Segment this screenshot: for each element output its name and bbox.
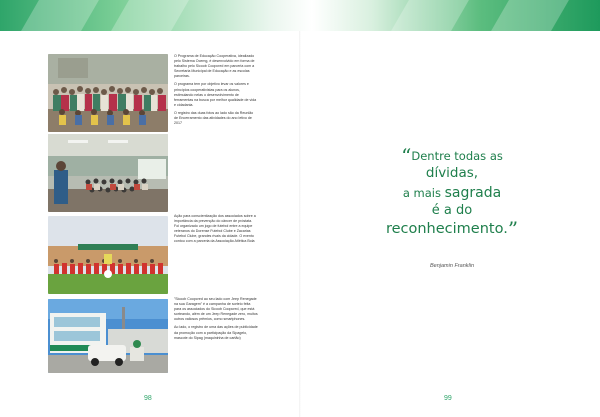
football-team-photo xyxy=(48,216,168,294)
left-page xyxy=(0,31,300,417)
caption-paragraph: O registro das duas fotos ao lado são da Reunião de Encerramento das atividades do ano letivo de 2017 xyxy=(174,110,254,126)
quote-line-4: é a do xyxy=(431,203,473,218)
top-banner xyxy=(0,0,600,31)
quote-emphasis: sagrada xyxy=(444,185,502,201)
caption-paragraph: Ação para conscientização dos associados sobre a importância da prevenção do câncer de próstata. Foi organizado um jogo de futebol entre a equipe veteranos do Dorense Futebol Clube e Zacarias Futebol Clube, grandes rivais da cidade. O evento contou com a parceria da Associação Atlética Bola xyxy=(174,214,256,244)
caption-paragraph: "Sicoob Coopcred ao seu lado com Jeep Renegade na sua Garagem" é a campanha de sorteio feita para os associados do Sicoob Coopcred, que está sorteando, além de um Jeep Renegade zero, muitos outros valiosos prêmios, como smartphones. xyxy=(174,297,258,322)
caption-paragraph: O programa tem por objetivo levar os valores e princípios cooperativistas para os alunos, estimulando nelas o desenvolvimento de ferramentas na busca por melhor qualidade de vida e cidadania. xyxy=(174,82,257,107)
quote-line-1-text: Dentre todas as xyxy=(411,149,503,163)
quote-block xyxy=(382,144,522,241)
caption-prostate-campaign xyxy=(174,214,258,248)
page-number-right: 99 xyxy=(444,395,452,402)
quote-line-5-text: reconhecimento. xyxy=(385,221,508,237)
quote-author: Benjamin Franklin xyxy=(429,263,475,269)
group-photo xyxy=(48,54,168,132)
caption-jeep-campaign xyxy=(174,297,258,344)
auditorium-photo xyxy=(48,134,168,212)
quote-line-3 xyxy=(382,183,522,203)
close-quote-mark: ” xyxy=(507,217,519,241)
right-page xyxy=(300,31,600,417)
caption-education-program xyxy=(174,54,258,129)
page-number-left: 98 xyxy=(144,395,152,402)
quote-line-2: dívidas, xyxy=(425,165,479,181)
quote-line-5 xyxy=(382,219,522,239)
open-quote-mark: “ xyxy=(401,144,412,168)
sicoob-building-photo xyxy=(48,299,168,373)
caption-paragraph: Ao lado, o registro de uma das ações de publicidade da promoção com a participação da Sipagelo, mascote do Sipag (maquininha de cartão) xyxy=(174,325,258,340)
quote-line-3-text: a mais xyxy=(402,186,445,200)
caption-paragraph: O Programa de Educação Cooperativa, idealizado pelo Sistema Ocemg, é desenvolvido em forma de trabalho pelo Sicoob Coopcred em parceria com a Secretaria Municipal de Educação e as escolas parceiras. xyxy=(174,54,255,79)
quote-line-1 xyxy=(382,144,522,168)
